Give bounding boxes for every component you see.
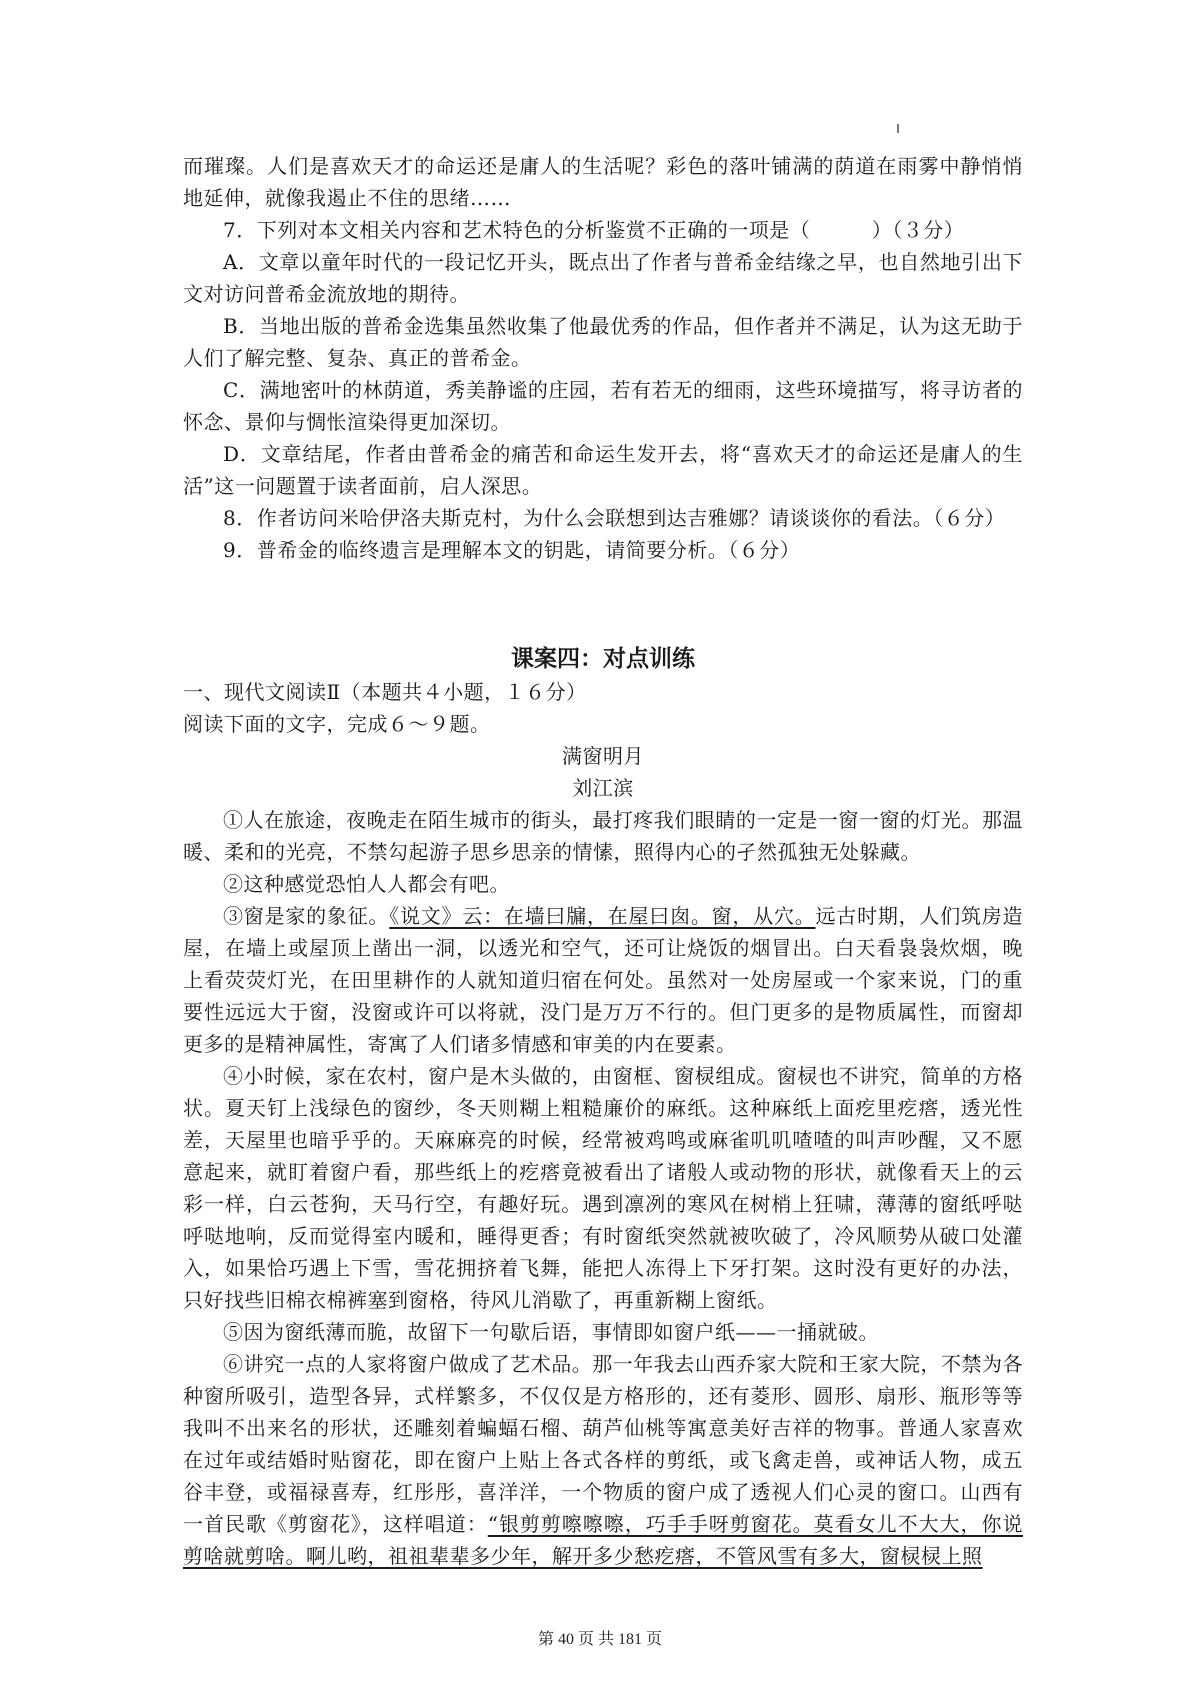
shuowen-quote: 《说文》云：在墙曰牖，在屋曰囱。窗，从穴。 — [389, 904, 816, 928]
document-page — [183, 150, 1023, 1572]
section-subtitle: 一、现代文阅读Ⅱ（本题共４小题，１６分） — [183, 680, 587, 704]
question-7-option-c: C．满地密叶的林荫道，秀美静谧的庄园，若有若无的细雨，这些环境描写，将寻访者的怀念、景仰与惆怅渲染得更加深切。 — [183, 378, 1023, 434]
paragraph-6-body: ⑥讲究一点的人家将窗户做成了艺术品。那一年我去山西乔家大院和王家大院，不禁为各种窗所吸引，造型各异，式样繁多，不仅仅是方格形的，还有菱形、圆形、扇形、瓶形等等我叫不出来名的形状，还雕刻着蝙蝠石榴、葫芦仙桃等寓意美好吉祥的物事。普通人家喜欢在过年或结婚时贴窗花，即在窗户上贴上各式各样的剪纸，或飞禽走兽，或神话人物，成五谷丰登，或福禄喜寿，红彤彤，喜洋洋，一个物质的窗户成了透视人们心灵的窗口。山西有一首民歌《剪窗花》，这样唱道： — [183, 1352, 1023, 1536]
section-heading: 课案四：对点训练 — [511, 646, 695, 672]
question-7-option-d: D．文章结尾，作者由普希金的痛苦和命运生发开去，将“喜欢天才的命运还是庸人的生活”这一问题置于读者面前，启人深思。 — [183, 442, 1023, 498]
intro-paragraph: 而璀璨。人们是喜欢天才的命运还是庸人的生活呢？彩色的落叶铺满的荫道在雨雾中静悄悄地延伸，就像我遏止不住的思绪…… — [183, 154, 1023, 210]
article-paragraph-3 — [183, 900, 1023, 1060]
article-paragraph-2: ②这种感觉恐怕人人都会有吧。 — [223, 872, 510, 896]
section-instruction: 阅读下面的文字，完成６～９题。 — [183, 712, 491, 736]
question-7: 7．下列对本文相关内容和艺术特色的分析鉴赏不正确的一项是（ ）（３分） — [223, 218, 965, 242]
article-title: 满窗明月 — [562, 744, 644, 768]
article-paragraph-4: ④小时候，家在农村，窗户是木头做的，由窗框、窗棂组成。窗棂也不讲究，简单的方格状。夏天钉上浅绿色的窗纱，冬天则糊上粗糙廉价的麻纸。这种麻纸上面疙里疙瘩，透光性差，天屋里也暗乎乎的。天麻麻亮的时候，经常被鸡鸣或麻雀叽叽喳喳的叫声吵醒，又不愿意起来，就盯着窗户看，那些纸上的疙瘩竟被看出了诸般人或动物的形状，就像看天上的云彩一样，白云苍狗，天马行空，有趣好玩。遇到凛冽的寒风在树梢上狂啸，薄薄的窗纸呼哒呼哒地响，反而觉得室内暖和，睡得更香；有时窗纸突然就被吹破了，冷风顺势从破口处灌入，如果恰巧遇上下雪，雪花拥挤着飞舞，能把人冻得上下牙打架。这时没有更好的办法，只好找些旧棉衣棉裤塞到窗格，待风儿消歇了，再重新糊上窗纸。 — [183, 1064, 1023, 1312]
paragraph-3-lead: ③窗是家的象征。 — [223, 904, 390, 928]
article-author: 刘江滨 — [572, 776, 634, 800]
question-7-option-a: A．文章以童年时代的一段记忆开头，既点出了作者与普希金结缘之早，也自然地引出下文对访问普希金流放地的期待。 — [183, 250, 1023, 306]
article-paragraph-1: ①人在旅途，夜晚走在陌生城市的街头，最打疼我们眼睛的一定是一窗一窗的灯光。那温暖、柔和的光亮，不禁勾起游子思乡思亲的情愫，照得内心的孑然孤独无处躲藏。 — [183, 808, 1023, 864]
scan-mark — [897, 124, 899, 133]
folk-song-quote: “银剪剪嚓嚓嚓，巧手手呀剪窗花。莫看女儿不大大，你说剪啥就剪啥。啊儿哟，祖祖辈辈多少年，解开多少愁疙瘩，不管风雪有多大，窗棂棂上照 — [183, 1512, 1023, 1568]
paragraph-3-body: 远古时期，人们筑房造屋，在墙上或屋顶上凿出一洞，以透光和空气，还可让烧饭的烟冒出。白天看袅袅炊烟，晚上看荧荧灯光，在田里耕作的人就知道归宿在何处。虽然对一处房屋或一个家来说，门的重要性远远大于窗，没窗或许可以将就，没门是万万不行的。但门更多的是物质属性，而窗却更多的是精神属性，寄寓了人们诸多情感和审美的内在要素。 — [183, 904, 1024, 1056]
question-9: 9．普希金的临终遗言是理解本文的钥匙，请简要分析。（６分） — [223, 538, 801, 562]
question-7-option-b: B．当地出版的普希金选集虽然收集了他最优秀的作品，但作者并不满足，认为这无助于人们了解完整、复杂、真正的普希金。 — [183, 314, 1023, 370]
article-paragraph-5: ⑤因为窗纸薄而脆，故留下一句歇后语，事情即如窗户纸——一捅就破。 — [223, 1320, 879, 1344]
page-number-footer: 第 40 页 共 181 页 — [537, 1631, 662, 1648]
question-8: 8．作者访问米哈伊洛夫斯克村，为什么会联想到达吉雅娜？请谈谈你的看法。（６分） — [223, 506, 1006, 530]
article-paragraph-6 — [183, 1348, 1023, 1572]
